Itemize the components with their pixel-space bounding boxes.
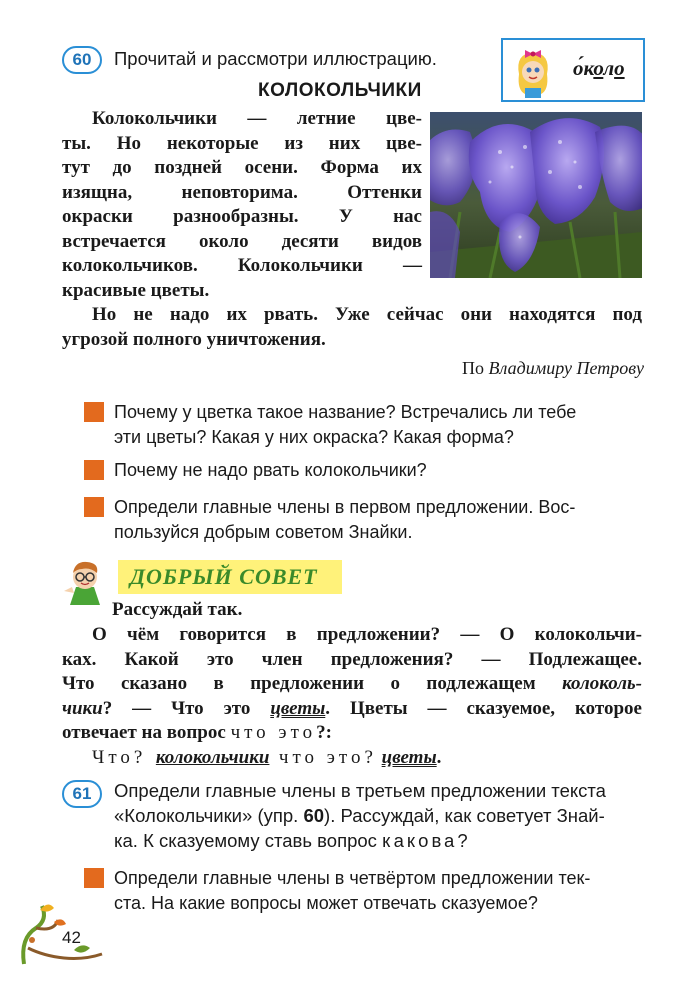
author-line: По Владимиру Петрову [462,358,644,378]
exercise-number-60: 60 [62,46,102,74]
text-line: Но не надо их рвать. Уже сейчас они находятся под [92,304,642,325]
question-2: Почему не надо рвать колокольчики? [114,460,427,480]
girl-character-icon [511,44,555,100]
question-1: Почему у цветка такое название? Встречались ли тебе эти цветы? Какая у них окраска? Какая форма? [114,402,577,447]
text-paragraph-1 [62,107,422,303]
final-question: Определи главные члены в четвёртом предложении тек- ста. На какие вопросы может отвечать сказуемое? [114,868,591,913]
text-line: красивые цветы. [62,279,210,301]
text-line: Что сказано в предложении о подлежащем колоколь- [62,673,642,694]
text-line: колокольчиков. Колокольчики — [62,255,422,276]
question-3: Определи главные члены в первом предложении. Вос- пользуйся добрым советом Знайки. [114,497,576,542]
advice-heading: Рассуждай так. [112,599,243,620]
exercise-60-instruction: Прочитай и рассмотри иллюстрацию. [114,48,437,69]
bellflowers-photo [430,112,642,278]
exercise-number-61: 61 [62,780,102,808]
text-line: окраски разнообразны. У нас [62,206,422,227]
text-line: тут до поздней осени. Форма их [62,157,422,178]
text-line: Колокольчики — летние цве- [92,108,422,129]
text-line: чики? — Что это цветы. Цветы — сказуемое, которое [62,697,642,719]
text-line: Что? колокольчики что это? цветы. [92,746,442,768]
vocabulary-word: около [573,56,625,80]
text-line: ках. Какой это член предложения? — Подлежащее. [62,648,642,670]
orange-marker-icon [84,497,104,517]
znaika-character-icon [60,557,110,607]
text-line: изящна, неповторима. Оттенки [62,181,422,203]
text-line: отвечает на вопрос что это?: [62,722,332,743]
text-line: встречается около десяти видов [62,230,422,252]
text-title: КОЛОКОЛЬЧИКИ [258,80,422,101]
exercise-61-instruction: Определи главные члены в третьем предложении текста «Колокольчики» (упр. 60). Рассуждай, как советует Знай- ка. К сказуемому ставь вопрос какова? [114,780,606,851]
text-line: ты. Но некоторые из них цве- [62,132,422,154]
orange-marker-icon [84,868,104,888]
text-paragraph-2 [62,303,642,352]
good-advice-label: ДОБРЫЙ СОВЕТ [118,560,342,594]
text-line: угрозой полного уничтожения. [62,328,326,350]
vocabulary-box [501,38,645,102]
text-line: О чём говорится в предложении? — О колокольчи- [92,624,642,645]
orange-marker-icon [84,460,104,480]
orange-marker-icon [84,402,104,422]
page-number: 42 [62,928,81,947]
advice-text [62,623,642,770]
ornament-icon [14,898,104,968]
